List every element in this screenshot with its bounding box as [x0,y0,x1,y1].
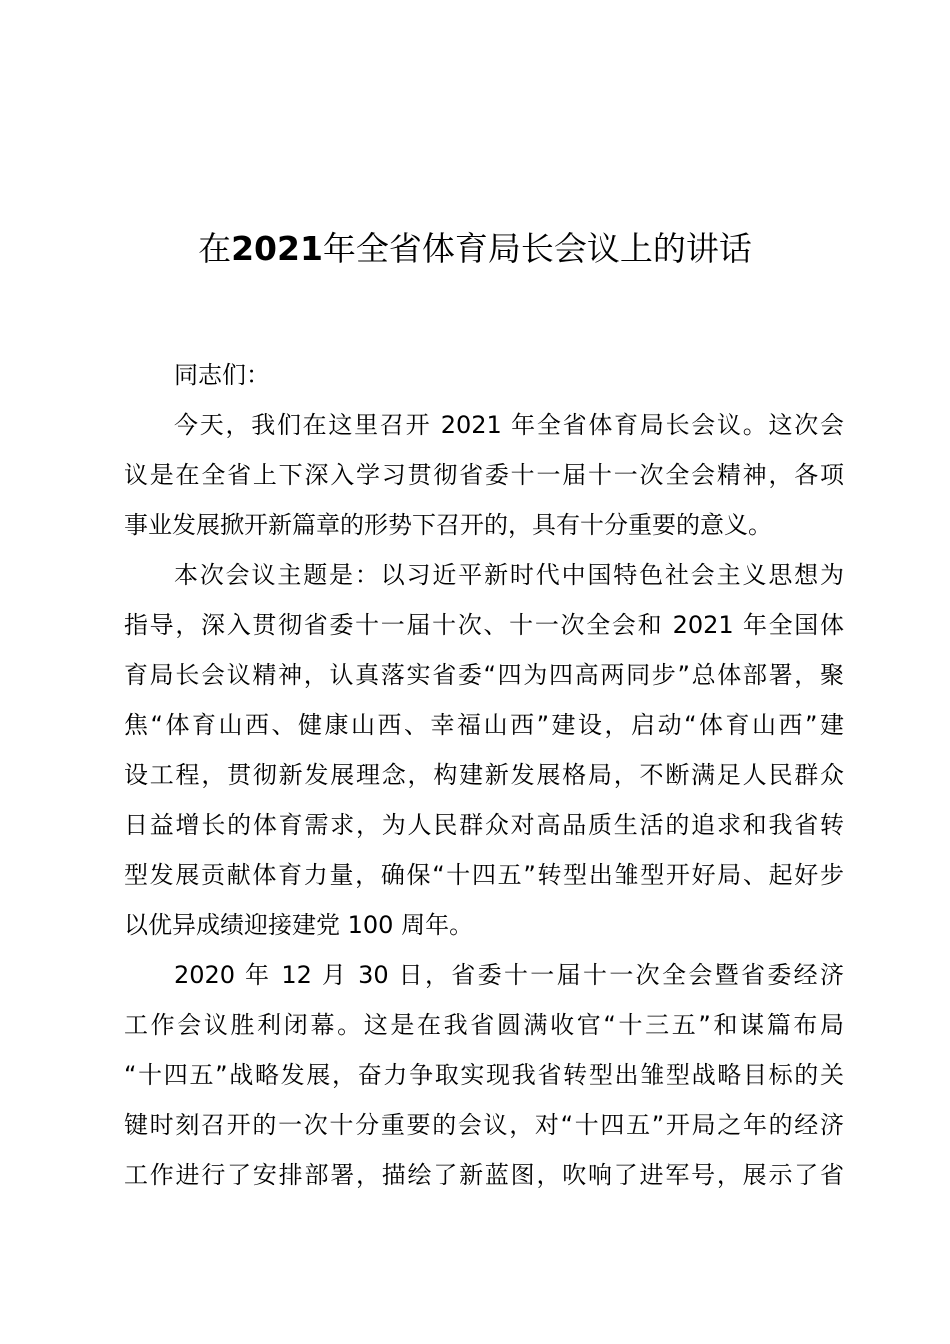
text-line: 育局长会议精神，认真落实省委“四为四高两同步”总体部署，聚 [124,661,844,689]
title-prefix: 在 [198,229,232,268]
text-line: 本次会议主题是：以习近平新时代中国特色社会主义思想为 [174,561,844,589]
title-suffix: 年全省体育局长会议上的讲话 [322,229,752,268]
text-line: 事业发展掀开新篇章的形势下召开的，具有十分重要的意义。 [124,511,772,539]
text-line: 工作会议胜利闭幕。这是在我省圆满收官“十三五”和谋篇布局 [124,1011,844,1039]
text-line: 型发展贡献体育力量，确保“十四五”转型出雏型开好局、起好步 [124,861,844,889]
text-line: 焦“体育山西、健康山西、幸福山西”建设，启动“体育山西”建 [124,711,844,739]
text-line: 指导，深入贯彻省委十一届十次、十一次全会和 2021 年全国体 [124,611,844,639]
text-line: 键时刻召开的一次十分重要的会议，对“十四五”开局之年的经济 [124,1111,844,1139]
document-title [0,224,950,274]
text-line: 工作进行了安排部署，描绘了新蓝图，吹响了进军号，展示了省 [124,1161,844,1189]
salutation: 同志们： [174,361,270,389]
text-line: “十四五”战略发展，奋力争取实现我省转型出雏型战略目标的关 [124,1061,844,1089]
text-line: 以优异成绩迎接建党 100 周年。 [124,911,474,939]
document-body [124,350,844,1200]
text-line: 今天，我们在这里召开 2021 年全省体育局长会议。这次会 [174,411,844,439]
text-line: 设工程，贯彻新发展理念，构建新发展格局，不断满足人民群众 [124,761,844,789]
text-line: 议是在全省上下深入学习贯彻省委十一届十一次全会精神，各项 [124,461,844,489]
title-year: 2021 [231,229,323,268]
text-line: 2020 年 12 月 30 日，省委十一届十一次全会暨省委经济 [174,961,844,989]
text-line: 日益增长的体育需求，为人民群众对高品质生活的追求和我省转 [124,811,844,839]
